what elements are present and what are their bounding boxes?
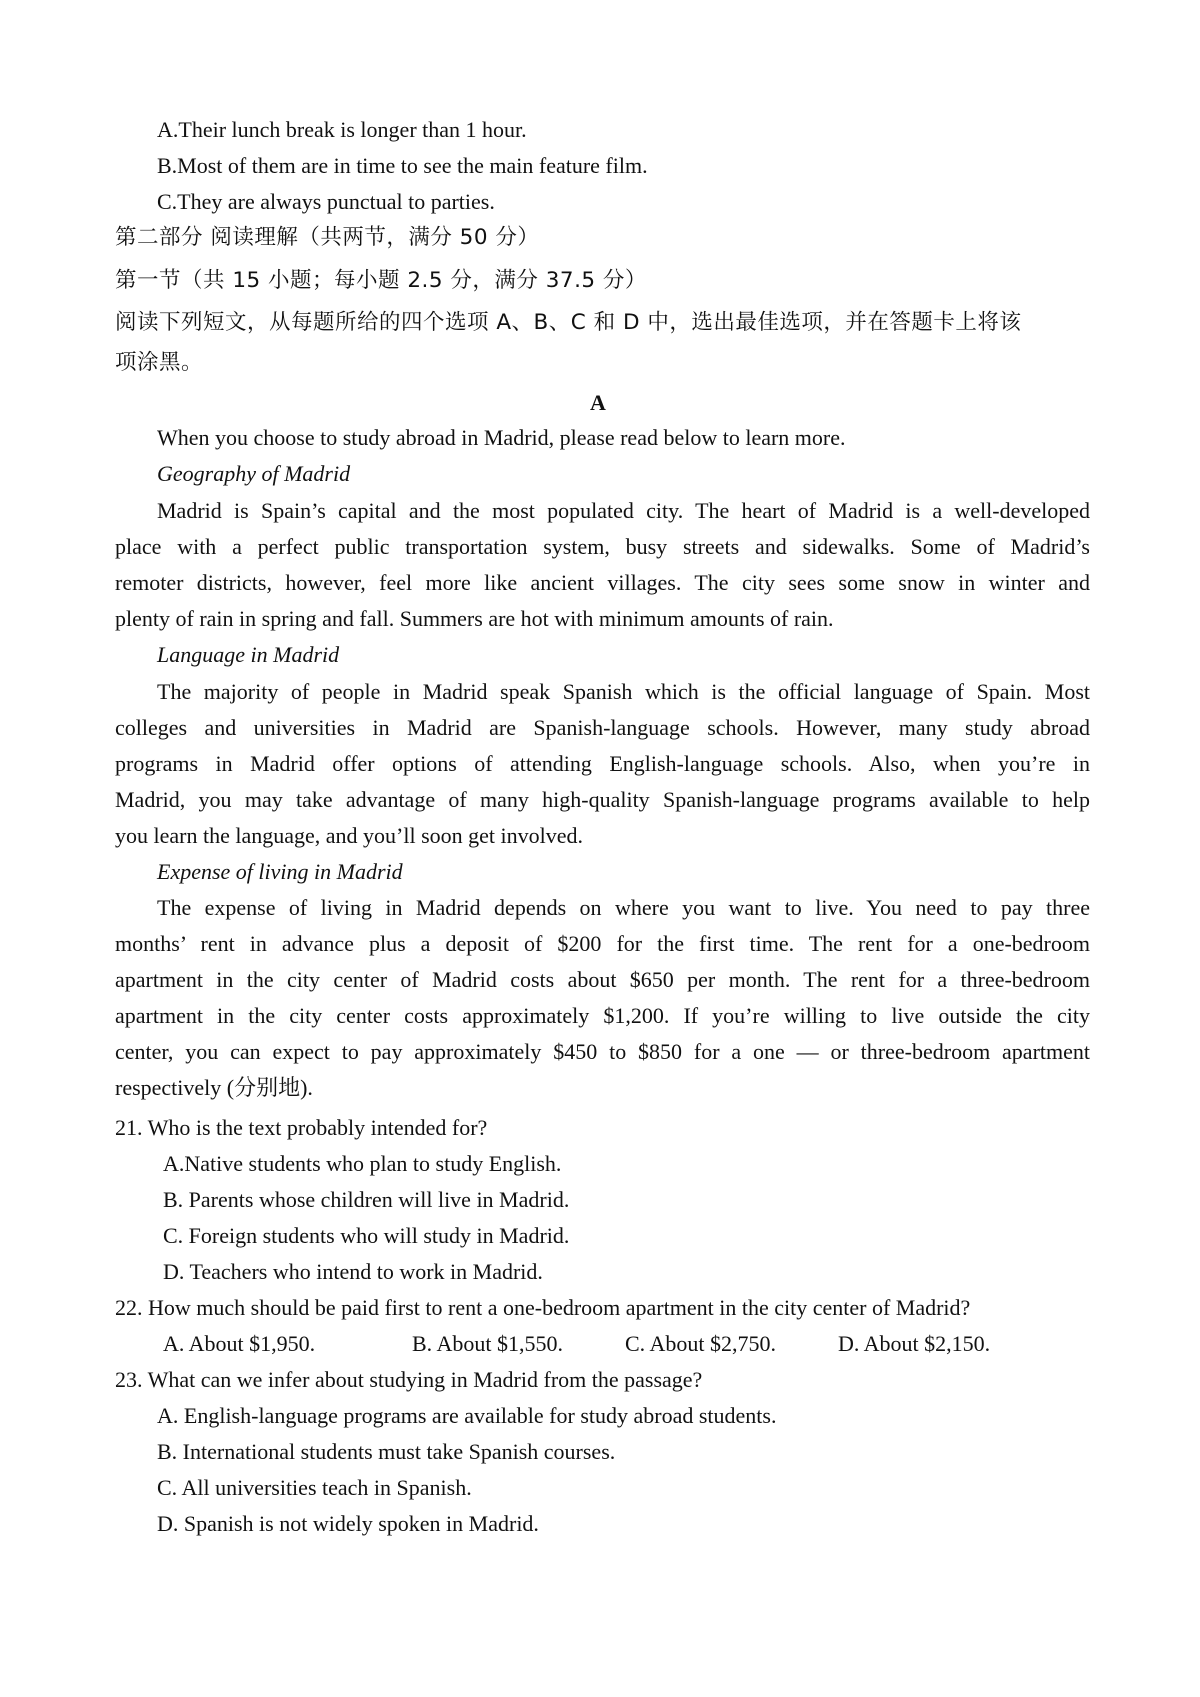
geography-line-3: remoter districts, however, feel more like ancient villages. The city sees some snow in winter and [115, 570, 1090, 595]
language-line-4: Madrid, you may take advantage of many high-quality Spanish-language programs available to help [115, 787, 1090, 812]
listening-option-a: A.Their lunch break is longer than 1 hour. [157, 117, 527, 142]
question-21-option-d: D. Teachers who intend to work in Madrid. [163, 1259, 543, 1284]
expense-line-1: The expense of living in Madrid depends on where you want to live. You need to pay three [157, 895, 1090, 920]
listening-option-b: B.Most of them are in time to see the main feature film. [157, 153, 648, 178]
question-23-stem: 23. What can we infer about studying in Madrid from the passage? [115, 1367, 703, 1392]
passage-intro: When you choose to study abroad in Madrid, please read below to learn more. [157, 425, 846, 450]
passage-label: A [590, 390, 606, 415]
expense-line-5: center, you can expect to pay approximately $450 to $850 for a one — or three-bedroom apartment [115, 1039, 1090, 1064]
question-21-option-c: C. Foreign students who will study in Madrid. [163, 1223, 570, 1248]
question-23-option-a: A. English-language programs are available for study abroad students. [157, 1403, 777, 1428]
language-subtitle: Language in Madrid [157, 642, 340, 667]
question-23-option-d: D. Spanish is not widely spoken in Madrid. [157, 1511, 539, 1536]
question-23-option-b: B. International students must take Spanish courses. [157, 1439, 616, 1464]
question-21-option-a: A.Native students who plan to study English. [163, 1151, 562, 1176]
question-23-option-c: C. All universities teach in Spanish. [157, 1475, 472, 1500]
question-22-option-c: C. About $2,750. [625, 1331, 776, 1356]
expense-line-2: months’ rent in advance plus a deposit of $200 for the first time. The rent for a one-bedroom [115, 931, 1090, 956]
geography-line-1: Madrid is Spain’s capital and the most populated city. The heart of Madrid is a well-developed [157, 498, 1090, 523]
listening-option-c: C.They are always punctual to parties. [157, 189, 495, 214]
expense-line-6: respectively (分别地). [115, 1075, 313, 1100]
language-line-2: colleges and universities in Madrid are Spanish-language schools. However, many study abroad [115, 715, 1090, 740]
instruction-line-2: 项涂黑。 [115, 350, 204, 375]
expense-line-3: apartment in the city center of Madrid costs about $650 per month. The rent for a three-bedroom [115, 967, 1090, 992]
geography-line-4: plenty of rain in spring and fall. Summers are hot with minimum amounts of rain. [115, 606, 834, 631]
expense-line-4: apartment in the city center costs approximately $1,200. If you’re willing to live outside the city [115, 1003, 1090, 1028]
question-22-option-d: D. About $2,150. [838, 1331, 991, 1356]
language-line-5: you learn the language, and you’ll soon get involved. [115, 823, 583, 848]
question-22-option-b: B. About $1,550. [412, 1331, 563, 1356]
expense-subtitle: Expense of living in Madrid [157, 859, 403, 884]
question-21-stem: 21. Who is the text probably intended for? [115, 1115, 488, 1140]
question-22-stem: 22. How much should be paid first to rent a one-bedroom apartment in the city center of Madrid? [115, 1295, 971, 1320]
part-heading: 第二部分 阅读理解（共两节，满分 50 分） [115, 225, 540, 250]
section-heading: 第一节（共 15 小题；每小题 2.5 分，满分 37.5 分） [115, 268, 647, 293]
question-22-option-a: A. About $1,950. [163, 1331, 316, 1356]
instruction-line-1: 阅读下列短文，从每题所给的四个选项 A、B、C 和 D 中，选出最佳选项，并在答题卡上将该 [115, 310, 1022, 335]
geography-subtitle: Geography of Madrid [157, 461, 351, 486]
geography-line-2: place with a perfect public transportation system, busy streets and sidewalks. Some of Madrid’s [115, 534, 1090, 559]
question-21-option-b: B. Parents whose children will live in Madrid. [163, 1187, 570, 1212]
language-line-1: The majority of people in Madrid speak Spanish which is the official language of Spain. Most [157, 679, 1090, 704]
language-line-3: programs in Madrid offer options of attending English-language schools. Also, when you’re in [115, 751, 1090, 776]
